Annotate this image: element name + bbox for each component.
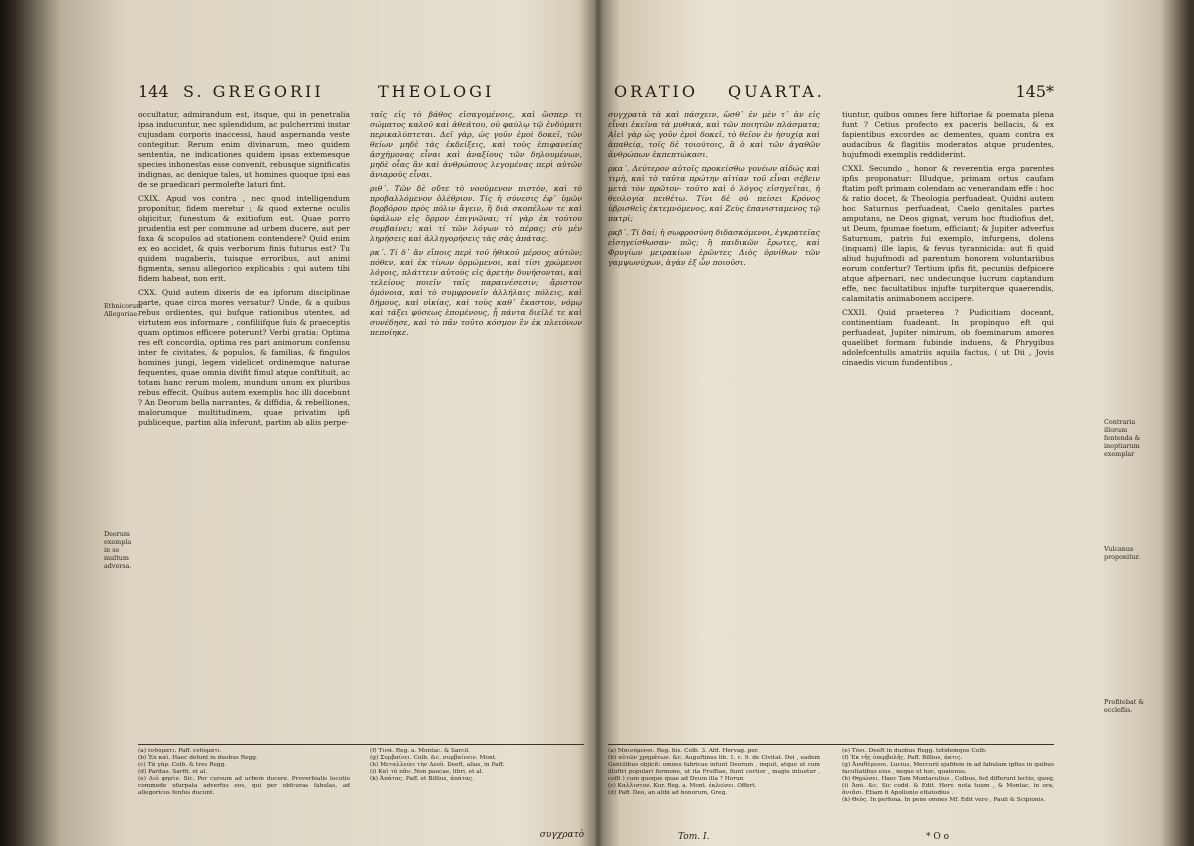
- footnote: (a) Μαινόμενοι. Reg. his. Colb. 3. Afd. Hervag. per.: [608, 748, 759, 754]
- footnote: (c) Καλλιστον. Kur. Reg. a. Mont. ἐκλείσει. Offert.: [608, 783, 757, 789]
- right-footnotes-latin-side: [842, 748, 1054, 832]
- left-page-number: 144: [138, 82, 169, 101]
- right-header-oratio: ORATIO: [614, 82, 698, 101]
- footnote: (k) Θεὸς. In perfona. In pene omnes Mf. Edit vero , Pauli & Scipionis.: [842, 797, 1046, 803]
- right-running-head: [608, 82, 1054, 106]
- footnote: (f) Τινὰ. Reg. a. Montac. & Sarcil.: [370, 748, 470, 754]
- footnote: (a) ἐνδύματι. Paff. ἐνδύματι.: [138, 748, 222, 754]
- footnote: (c) Τὰ γὰρ. Colb. & tres Regg.: [138, 762, 227, 768]
- left-header-author: S. GREGORII: [183, 82, 324, 101]
- latin-paragraph: CXXII. Quid praeterea ? Pudicitiam doceant, continentiam fuadeant. In propinquo eft qui perfuadeat, Jupiter nimirum, ob foeminarum amores quaelibet formam fubinde induens, & Phrygibus adolefcentulis amatriis aquila factus, ( ut Dii , Jovis cinaedis vicum fundentibus ,: [842, 308, 1054, 367]
- footnote: (b) Ἐπ καὶ. Haec defunt in duobus Regg.: [138, 755, 258, 761]
- right-latin-column: [842, 110, 1054, 750]
- right-margin-note: Vulcanus proponitur.: [1104, 545, 1141, 561]
- right-page-number: 145*: [1015, 82, 1054, 101]
- right-margin-note: Profitebat & ecclefiis.: [1104, 698, 1145, 714]
- footnote: (i) Καὶ τὸ πᾶν. Non paucae, libri, et al.: [370, 769, 484, 775]
- footnote: (h) Θηρώσει. Haec Tam Montacutius , Colbus, fed differunt lectio, quoq;: [842, 776, 1054, 782]
- right-margin-note: Contraria illorum fentenda & ineptiarum exemplar: [1104, 418, 1141, 458]
- greek-paragraph: ρκβ΄. Τί δαί; ἡ σωφροσύνη διδασκόμενοι, ἐγκρατεῖας εἰσηγείσθωσαν· πῶς; ἢ παιδικῶν ἔρωτες, καὶ Φρυγίων μειρακίων ἐρῶντες Διὸς ὀρνίθων τῶν γαμψωνύχων, ἀγὰν ἐξ ὧν ποιοῦσι.: [608, 228, 820, 267]
- greek-paragraph: συγχρατὰ τὰ καὶ πάσχειν, ὥσθ᾽ ἐν μὲν τ᾽ ἀν εἰς εἶναι ἐκεῖνα τὰ μυθικὰ, καὶ τῶν ποιητῶν πλάσματα; Αἰεὶ γὰρ ὡς γοῦν ἐμοὶ δοκεῖ, τὸ θεῖον ἐν ἡσυχίᾳ καὶ ἀπαθείᾳ, τοῖς δὲ τοιούτοις, ἃ ὁ καὶ τῶν ἀγαθῶν ἀνθρώπων ἐκπεπτώκασι.: [608, 110, 820, 159]
- right-page: [608, 0, 1054, 846]
- footnote: (e) Τόνι. Deeft in duobus Regg. totidemque Colb.: [842, 748, 987, 754]
- footnote: (f) Ἐκ τῆς ὑπερβολῆς. Paff. Billius, ἀκτις.: [842, 755, 963, 761]
- left-margin-note: Deorum exempla in se multum adversa.: [104, 530, 132, 570]
- left-header-work: THEOLOGI: [378, 82, 495, 101]
- catchword: συγχρατὸ: [539, 830, 584, 840]
- right-footnote-rule: [608, 744, 1054, 745]
- latin-paragraph: tiuntur, quibus omnes fere hiftoriae & poemata plena funt ? Cetius profecto ex paceris bellacis, & ex fapientibus excordes ac dementes, quam contra ex audacibus & flagitiis moderatos atque prudentes, hujufmodi exemplis reddiderint.: [842, 110, 1054, 159]
- footnote: (g) Ἀναθέμενοι. Lucius, Mercurii ejufdem in ad fabulam ipfius in quibus facultatibus eius , neque et hoc, quatenus.: [842, 762, 1054, 775]
- right-greek-column: [608, 110, 820, 750]
- left-latin-column: [138, 110, 350, 750]
- left-running-head: [138, 82, 584, 106]
- footnote: (d) Paritas. Sarfit. et al.: [138, 769, 208, 775]
- left-footnotes-latin-side: [138, 748, 350, 832]
- footnote: (k) Ἀπάτας. Paff. et Billius, ἀπάτας.: [370, 776, 475, 782]
- footnote: (e) Διὸ φησὶν. Sic. Per cursum ad urbem ducere. Proverbialis locutio commode ufurpata adverfus eos, qui per obfcuras fabulas, ad allegoricos fenfus ducunt.: [138, 776, 350, 796]
- footnote: (g) Συμβαίνει. Colb. &c. συμβαίνειν. Mont.: [370, 755, 497, 761]
- left-footnote-rule: [138, 744, 584, 745]
- volume-signature: Tom. I.: [678, 832, 710, 842]
- latin-paragraph: CXX. Quid autem dixeris de ea ipforum disciplinae parte, quae circa mores versatur? Unde, & a quibus rebus ordientes, qui bufque rationibus utentes, ad virtutem eos informare , confiliifque fuis & praeceptis quam optimos efficere poterunt? Verbi gratia: Optima res eft concordia, optima res pari animorum confensu inter fe civitates, & populos, & familias, & fingulos homines jungi, legem videlicet ordinemque naturae fequentes, quae omnia divifit fimul atque conftituit, ac totam hanc rerum molem, mundum unum ex pluribus rebus effecit. Quibus autem exemplis hoc illi docebunt ? An Deorum bella narrantes, & diffidia, & rebelliones, malorumque multitudinem, quae privatim ipfi publiceque, partim alia inferunt, partim ab aliis perpe-: [138, 288, 350, 427]
- footnote: (b) αὐτῶν χρημάτων. &c. Auguftinus lib. 1. c. 9. de Civitat. Dei , eadem Gentilibus objicit: omnes fabricae infunt Deorum , inquit, atque ut cum illuftri populari fermone, ut ita Pruffiae, fiunt certior , magis intuetur , ceffi ) cum quoque quae ad Deum illa ? Horun: [608, 755, 820, 782]
- latin-paragraph: CXXI. Secundo , honor & reverentia erga parentes ipfis proponatur: Illudque, primam ortus caufam ftatim poft primam colendam ac venerandam effe : hoc & ratio docet, & Theologia perfuadeat. Quidni autem hoc Saturnus perfuadeat, Caelo genitales partes amputans, ne Deos gignat, verum hoc ftudiofius det, ut Deum, fpumae foetum, efficiant; & Jupiter adverfus Saturnum, patris fui exemplo, infurgens, dolens (inquam) ille lapis, & fevus tyrannicida: aut fi quid aliud hujufmodi ad parentum honorem voluntariibus eorum confertur? Tertium ipfis fit, pecuniis defpicere atque afpernari, nec undecunque lucrum captandum effe, nec facultatibus injufte turpiterque quaerendis, calamitatis animabonem accipere.: [842, 164, 1054, 303]
- greek-paragraph: ριθ΄. Τῶν δὲ οὔτε τὸ νοούμενον πιστὸν, καὶ τὸ προβαλλόμενον ὀλέθριον. Τίς ἡ σύνεσις ἐφ᾽ ὑμῶν βορβόρου πρὸς πόλιν ἄγειν, ἢ διὰ σκοπέλων τε καὶ ὑφάλων εἰς ὅρμον ἐπιγνῶναι; τί γὰρ ἐκ τούτου συμβαίνει; καὶ τί τῶν λόγων τὸ πέρας; σὺ μὲν ληρήσεις καὶ ἀλληγορήσεις τὰς σὰς ἀπάτας.: [370, 184, 582, 243]
- latin-paragraph: CXIX. Apud vos contra , nec quod intelligendum proponitur, fidem meretur ; & quod externe oculis objicitur, funestum & exitiofum est. Quae porro prudentia est per commune ad urbem ducere, aut per faxa & scopulos ad stationem contendere? Quid enim ex eo accidet, & quis verborum finis futurus est? Tu quidem nugaberis, tuisque erroribus, aut animi figmenta, sensu allegorico explicabis : qui autem tibi fidem habeat, non erit.: [138, 194, 350, 283]
- left-greek-column: [370, 110, 582, 750]
- left-footnotes-greek-side: [370, 748, 582, 832]
- footnote: (d) Paff. Deo, an alibi ad bonorum, Greg.: [608, 790, 728, 796]
- quire-mark: * O o: [926, 832, 950, 842]
- greek-paragraph: ρκ΄. Τί δ᾽ ἂν εἴποις περὶ τοῦ ἠθικοῦ μέρους αὐτῶν; πόθεν, καὶ ἐκ τίνων ὁρμώμενοι, καὶ τίσι χρώμενοι λόγοις, πλάττειν αὐτοὺς εἰς ἀρετὴν δυνήσονται, καὶ τελείους ποιεῖν ταῖς παραινέσεσιν; ἄριστον ὁμόνοια, καὶ τὸ συμφρονεῖν ἀλλήλαις πόλεις, καὶ δήμους, καὶ οἰκίας, καὶ τοὺς καθ᾽ ἕκαστον, νόμῳ καὶ τάξει φύσεως ἑπομένους, ᾗ πάντα διεῖλέ τε καὶ συνέδησε, καὶ τὸ πᾶν τοῦτο κόσμον ἓν ἐκ πλειόνων πεποίηκε.: [370, 248, 582, 337]
- latin-paragraph: occultatur, admirandum est, itsque, qui in penetralia ipsa inducuntur, nec splendidum, ac pulcherrimi instar cujusdam corporis inaccessi, haud aspernanda veste contegitur. Rerum enim divinarum, meo quidem sententia, ne indicationes quidem ipsas extemesque species inhonestas esse convenit, rebusque significatis indignas, ac denique tales, ut homines quoque ipsi eas de se praedicari permolefte laturi fint.: [138, 110, 350, 189]
- footnote: (h) Μεταλλεύει τὴν Δεοῦ. Deeft, alias, in Paff.: [370, 762, 505, 768]
- left-margin-note: Ethnicorum Allegoriae.: [104, 302, 143, 318]
- right-header-quarta: QUARTA.: [728, 82, 825, 101]
- left-page: [138, 0, 584, 846]
- greek-paragraph: ρκα΄. Δεύτερον αὐτοῖς προκείσθω γονέων αἰδώς καὶ τιμὴ, καὶ τὸ ταῦτα πρώτην αἰτίαν τοῦ εἶναι σέβειν μετὰ τὸν πρῶτον· τοῦτο καὶ ὁ λόγος εἰσηγεῖται, ἡ θεολογία πειθέτω. Τίνι δὲ οὐ πείσει Κρόνος ὑβρισθεὶς ἐκτεμνόμενος, καὶ Ζεὺς ἐπανισταμενος τῷ πατρί;: [608, 164, 820, 223]
- right-footnotes-greek-side: [608, 748, 820, 832]
- footnote: (i) Ἀπὸ. &c. Sic codd. & Edit. Herv. nota tuum , & Montac. in ora, ἀνιᾶσι. Etiam fi Apollonio ettatodius .: [842, 783, 1054, 796]
- greek-paragraph: ταῖς εἰς τὸ βάθος εἰσαγομένοις, καὶ ὥσπερ τι σώματος καλοῦ καὶ ἀθεάτου, οὐ φαύλῳ τῷ ἐνδύματι περικαλύπτεται. Δεῖ γὰρ, ὡς γοῦν ἐμοὶ δοκεῖ, τῶν θείων μηδὲ τὰς ἐκδείξεις, καὶ τοὺς ἐπιφανείας ἀσχήμονας εἶναι καὶ ἀναξίους τῶν δηλουμένων, μηδὲ οἷας ἂν καὶ ἀνθρώπους λεγομένας περὶ αὐτῶν ἀνιαροὺς εἶναι.: [370, 110, 582, 179]
